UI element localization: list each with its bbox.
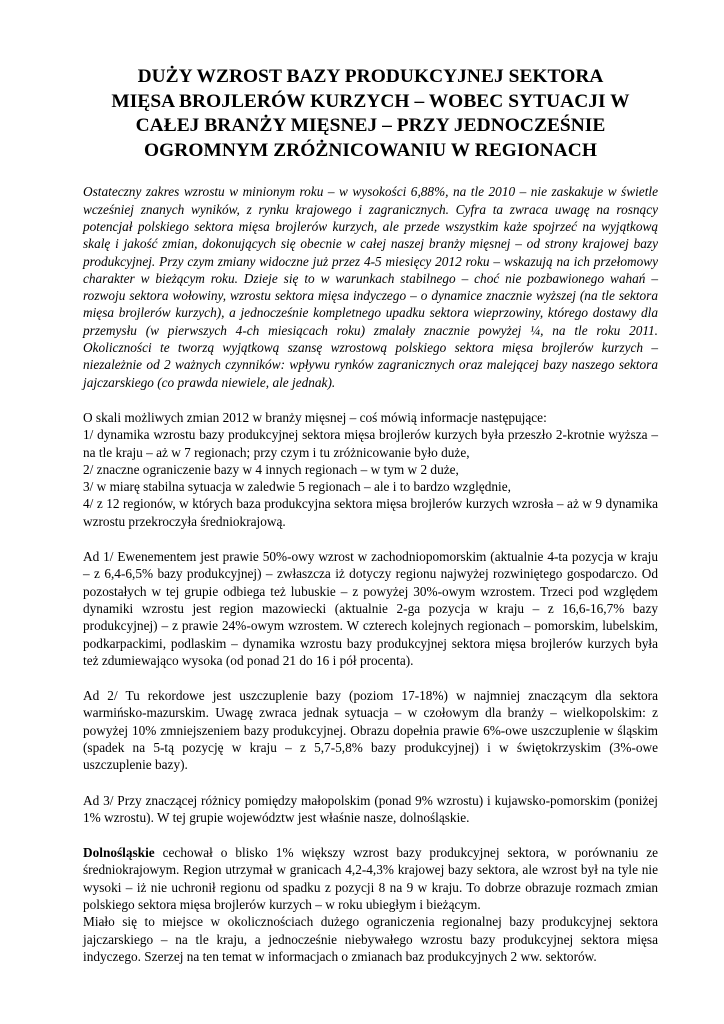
dolnoslaskie-section bbox=[83, 844, 658, 965]
title-line-4: OGROMNYM ZRÓŻNICOWANIU W REGIONACH bbox=[144, 139, 597, 161]
ad1-paragraph: Ad 1/ Ewenementem jest prawie 50%-owy wzrost w zachodniopomorskim (aktualnie 4-ta pozycja w kraju – z 6,4-6,5% bazy produkcyjnej) – zwłaszcza iż dotyczy regionu najwyżej rozwiniętego gospodarczo. Od pozostałych w tej grupie odbiega też lubuskie – z powyżej 30%-owym wzrostem. Trzeci pod względem dynamiki wzrostu jest region mazowiecki (aktualnie 2-ga pozycja w kraju – z 16,6-16,7% bazy produkcyjnej) – z prawie 24%-owym wzrostem. W czterech kolejnych regionach – pomorskim, lubelskim, podkarpackimi, podlaskim – dynamika wzrostu bazy produkcyjnej sektora mięsa brojlerów kurzych była też zdumiewająco wysoka (od ponad 21 do 16 i pół procenta). bbox=[83, 549, 658, 668]
ad2-paragraph: Ad 2/ Tu rekordowe jest uszczuplenie bazy (poziom 17-18%) w najmniej znaczącym dla sektora warmińsko-mazurskim. Uwagę zwraca jednak sytuacja – w czołowym dla branży – wielkopolskim: z powyżej 10% zmniejszeniem bazy produkcyjnej. Obrazu dopełnia prawie 6%-owe uszczuplenie w śląskim (spadek na 5-tą pozycję w kraju – z 5,7-5,8% bazy produkcyjnej) i w świętokrzyskim (3%-owe uszczuplenie bazy). bbox=[83, 688, 658, 773]
dolnoslaskie-paragraph bbox=[83, 844, 658, 913]
document-title bbox=[83, 65, 658, 163]
ad2-section bbox=[83, 687, 658, 773]
ad1-section bbox=[83, 548, 658, 669]
document-page bbox=[83, 65, 658, 965]
list-item-3: 3/ w miarę stabilna sytuacja w zaledwie 5 regionach – ale i to bardzo względnie, bbox=[83, 479, 511, 495]
lead-paragraph: Ostateczny zakres wzrostu w minionym roku – w wysokości 6,88%, na tle 2010 – nie zaskakuje w świetle wcześniej znanych wyników, z rynku krajowego i zagranicznych. Cyfra ta zwraca uwagę na rosnący potencjał polskiego sektora mięsa brojlerów kurzych, ale przede wszystkim każe spojrzeć na wyjątkową skalę i jakość zmian, dokonujących się obecnie w całej naszej branży mięsnej – od strony krajowej bazy produkcyjnej. Przy czym zmiany widoczne już przez 4-5 miesięcy 2012 roku – wskazują na ich przełomowy charakter w bieżącym roku. Dzieje się to w warunkach stabilnego – choć nie pozbawionego wahań – rozwoju sektora wołowiny, wzrostu sektora mięsa indyczego – o dynamice znacznie wyższej (na tle sektora mięsa brojlerów kurzych), a jednocześnie kompletnego upadku sektora wieprzowiny, którego dostawy dla przemysłu (w pierwszych 4-ch miesiącach roku) zmalały znacznie powyżej ¼, na tle roku 2011. Okoliczności te tworzą wyjątkową szansę wzrostową polskiego sektora mięsa brojlerów kurzych – niezależnie od 2 ważnych czynników: wpływu rynków zagranicznych oraz malejącej bazy naszego sektora jajczarskiego (co prawda niewiele, ale jednak). bbox=[83, 184, 658, 390]
title-line-3: CAŁEJ BRANŻY MIĘSNEJ – PRZY JEDNOCZEŚNIE bbox=[135, 115, 606, 137]
dolnoslaskie-text: cechował o blisko 1% większy wzrost bazy produkcyjnej sektora, w porównaniu ze średniokrajowym. Region utrzymał w granicach 4,2-4,3% krajowej bazy sektora, ale wzrost był na tyle nie wysoki – iż nie uchronił regionu od spadku z pozycji 8 na 9 w kraju. To dobrze obrazuje rozmach zmian polskiego sektora mięsa brojlerów kurzych – w roku ubiegłym i bieżącym. bbox=[83, 845, 658, 913]
list-item-4: 4/ z 12 regionów, w których baza produkcyjna sektora mięsa brojlerów kurzych wzrosła – aż w 9 dynamika wzrostu przekroczyła średniokrajową. bbox=[83, 496, 658, 529]
list-item-1: 1/ dynamika wzrostu bazy produkcyjnej sektora mięsa brojlerów kurzych była przeszło 2-krotnie wyższa – na tle kraju – aż w 7 regionach; przy czym i tu zróżnicowanie było duże, bbox=[83, 427, 658, 460]
region-name: Dolnośląskie bbox=[83, 845, 155, 861]
ad3-section bbox=[83, 792, 658, 827]
title-line-1: DUŻY WZROST BAZY PRODUKCYJNEJ SEKTORA bbox=[137, 66, 604, 87]
list-section bbox=[83, 409, 658, 530]
ad3-paragraph: Ad 3/ Przy znaczącej różnicy pomiędzy małopolskim (ponad 9% wzrostu) i kujawsko-pomorskim (poniżej 1% wzrostu). W tej grupie województw jest właśnie nasze, dolnośląskie. bbox=[83, 792, 658, 825]
title-line-2: MIĘSA BROJLERÓW KURZYCH – WOBEC SYTUACJI W bbox=[111, 90, 630, 112]
list-intro-text: O skali możliwych zmian 2012 w branży mięsnej – coś mówią informacje następujące: bbox=[83, 409, 547, 425]
closing-paragraph: Miało się to miejsce w okolicznościach dużego ograniczenia regionalnej bazy produkcyjnej sektora jajczarskiego – na tle kraju, a jednocześnie niebywałego wzrostu bazy produkcyjnej sektora mięsa indyczego. Szerzej na ten temat w informacjach o zmianach baz produkcyjnych 2 ww. sektorów. bbox=[83, 914, 658, 964]
list-item-2: 2/ znaczne ograniczenie bazy w 4 innych regionach – w tym w 2 duże, bbox=[83, 461, 459, 477]
